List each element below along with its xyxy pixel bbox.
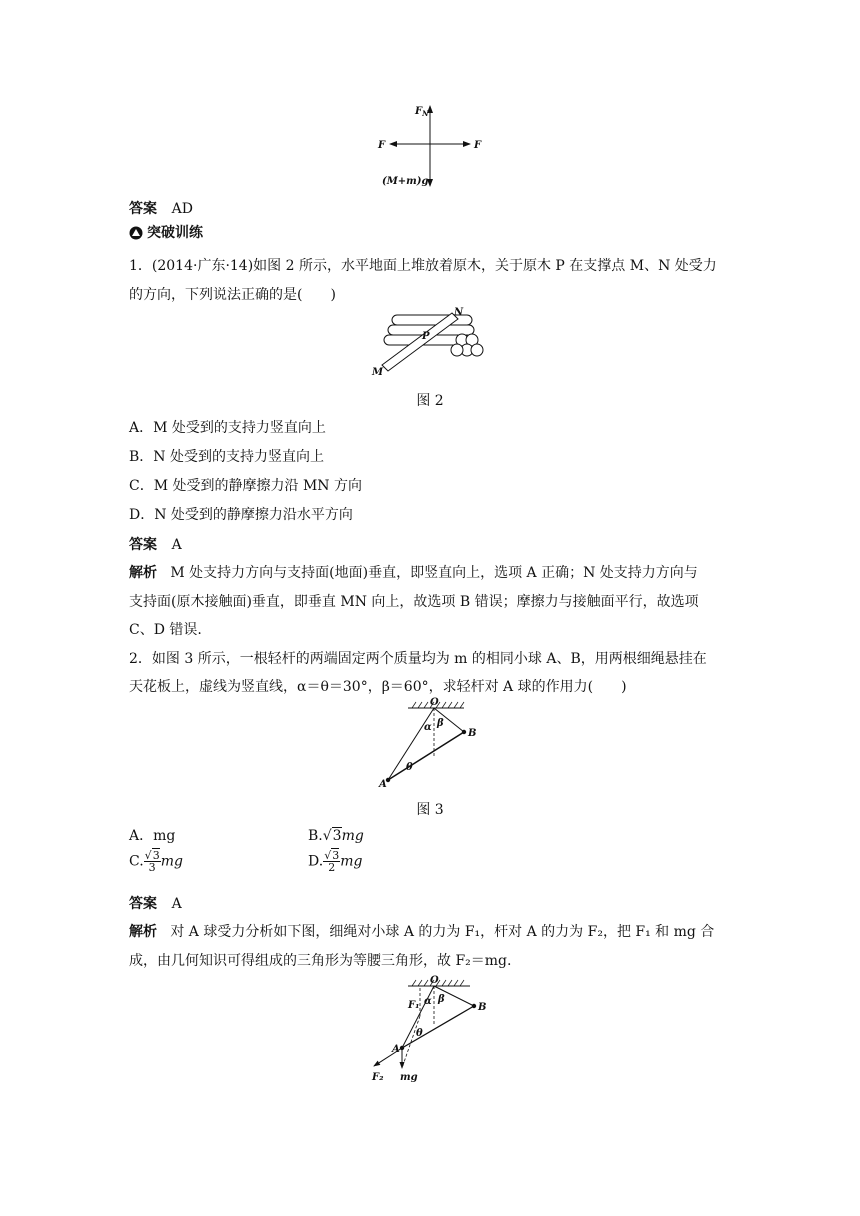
figure-2-caption: 图 2 <box>416 393 444 409</box>
f-left-label: F <box>378 140 386 151</box>
rod-label-o: O <box>430 697 439 708</box>
log-label-m: M <box>372 367 384 378</box>
rod-label-alpha: α <box>424 722 432 733</box>
q1-analysis-line2: 支持面(原木接触面)垂直，即垂直 MN 向上，故选项 B 错误；摩擦力与接触面平行，故选项 <box>129 594 699 610</box>
q1-option-c: C．M 处受到的静摩擦力沿 MN 方向 <box>129 478 362 494</box>
q1-answer: 答案 A <box>129 537 182 553</box>
fa-label-a: A <box>392 1044 400 1055</box>
q1-text-line1: 1．(2014·广东·14)如图 2 所示，水平地面上堆放着原木，关于原木 P 在支撑点 M、N 处受力 <box>129 258 717 274</box>
fn-label: $F_N$ <box>415 106 429 118</box>
q2-analysis-line2: 成，由几何知识可得组成的三角形为等腰三角形，故 F₂＝mg. <box>129 953 512 969</box>
q2-option-a: A．mg <box>129 828 176 844</box>
q1-text-line2: 的方向，下列说法正确的是( ) <box>129 287 336 303</box>
q2-analysis-line1: 解析 对 A 球受力分析如下图，细绳对小球 A 的力为 F₁，杆对 A 的力为 F₂，把 F₁ 和 mg 合 <box>129 924 715 940</box>
fa-label-alpha: α <box>424 996 432 1007</box>
q2-text-line2: 天花板上，虚线为竖直线，α＝θ＝30°，β＝60°，求轻杆对 A 球的作用力( ) <box>129 679 627 695</box>
section-heading: 突破训练 <box>129 223 203 243</box>
log-label-n: N <box>454 307 464 318</box>
rod-label-a: A <box>379 779 387 788</box>
logs-figure <box>366 305 496 381</box>
fa-label-f2: F₂ <box>372 1072 384 1083</box>
fa-label-f1: F₁ <box>408 1000 420 1011</box>
fa-label-b: B <box>478 1002 487 1013</box>
f-right-label: F <box>474 140 482 151</box>
rod-balls-figure <box>376 696 486 788</box>
rod-label-theta: θ <box>406 762 413 773</box>
q2-option-d: D. $\frac{√3}{2}$ mg <box>308 849 363 874</box>
rod-label-b: B <box>468 728 477 739</box>
q2-option-b: B.√3mg <box>308 828 364 844</box>
force-diagram-figure <box>370 96 500 192</box>
force-analysis-figure <box>366 972 496 1088</box>
q1-analysis-line3: C、D 错误. <box>129 622 202 638</box>
fa-label-o: O <box>430 975 439 986</box>
figure-3-caption: 图 3 <box>416 802 444 818</box>
q1-option-a: A．M 处受到的支持力竖直向上 <box>129 420 326 436</box>
fa-label-mg: mg <box>400 1072 418 1083</box>
q2-answer: 答案 A <box>129 896 182 912</box>
fa-label-beta: β <box>438 994 445 1005</box>
answer-1: 答案 AD <box>129 201 193 217</box>
q1-option-b: B．N 处受到的支持力竖直向上 <box>129 449 324 465</box>
q1-analysis-line1: 解析 M 处支持力方向与支持面(地面)垂直，即竖直向上，选项 A 正确；N 处支持力方向与 <box>129 565 698 581</box>
weight-label: (M+m)g <box>382 176 429 187</box>
fa-label-theta: θ <box>416 1028 423 1039</box>
q1-option-d: D．N 处受到的静摩擦力沿水平方向 <box>129 507 353 523</box>
triangle-bullet-icon <box>129 226 143 240</box>
rod-label-beta: β <box>437 718 444 729</box>
q2-text-line1: 2．如图 3 所示，一根轻杆的两端固定两个质量均为 m 的相同小球 A、B，用两根细绳悬挂在 <box>129 651 707 667</box>
q2-option-c: C. $\frac{√3}{3}$ mg <box>129 849 183 874</box>
log-label-p: P <box>422 331 430 342</box>
